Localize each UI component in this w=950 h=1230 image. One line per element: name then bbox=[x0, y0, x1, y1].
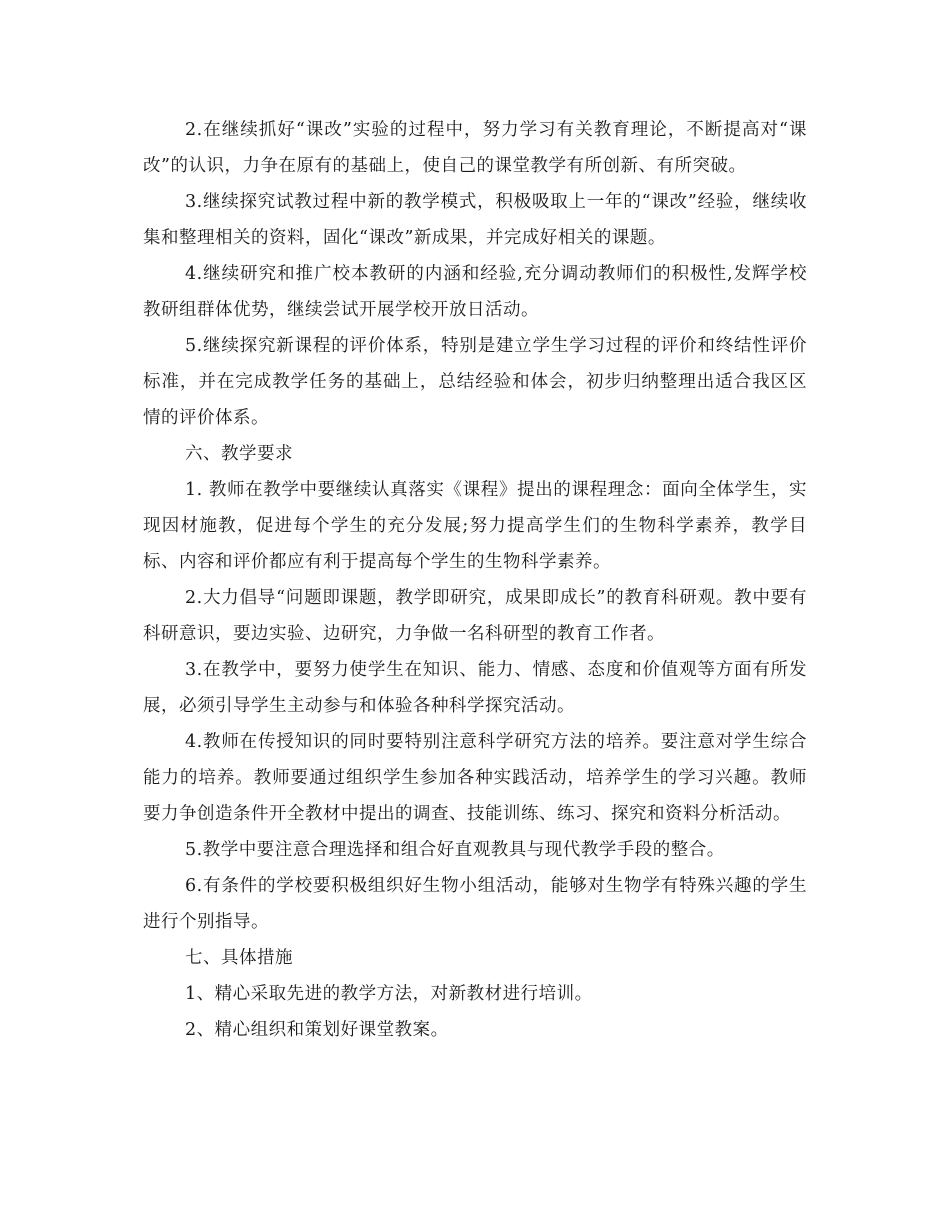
requirement-item-3: 3.在教学中，要努力使学生在知识、能力、情感、态度和价值观等方面有所发展，必须引导学生主动参与和体验各种科学探究活动。 bbox=[143, 660, 807, 716]
requirement-item-4: 4.教师在传授知识的同时要特别注意科学研究方法的培养。要注意对学生综合能力的培养。教师要通过组织学生参加各种实践活动，培养学生的学习兴趣。教师要力争创造条件开全教材中提出的调查、技能训练、练习、探究和资料分析活动。 bbox=[143, 732, 807, 824]
paragraph-item-2: 2.在继续抓好“课改”实验的过程中，努力学习有关教育理论，不断提高对“课改”的认识，力争在原有的基础上，使自己的课堂教学有所创新、有所突破。 bbox=[143, 120, 807, 176]
requirement-item-2: 2.大力倡导“问题即课题，教学即研究，成果即成长”的教育科研观。教中要有科研意识，要边实验、边研究，力争做一名科研型的教育工作者。 bbox=[143, 588, 807, 644]
requirement-item-1: 1. 教师在教学中要继续认真落实《课程》提出的课程理念：面向全体学生，实现因材施教，促进每个学生的充分发展;努力提高学生们的生物科学素养，教学目标、内容和评价都应有利于提高每个学生的生物科学素养。 bbox=[143, 480, 807, 572]
paragraph-item-5: 5.继续探究新课程的评价体系，特别是建立学生学习过程的评价和终结性评价标准，并在完成教学任务的基础上，总结经验和体会，初步归纳整理出适合我区区情的评价体系。 bbox=[143, 336, 807, 428]
section-heading-specific-measures: 七、具体措施 bbox=[185, 948, 293, 968]
paragraph-item-4: 4.继续研究和推广校本教研的内涵和经验,充分调动教师们的积极性,发辉学校教研组群体优势，继续尝试开展学校开放日活动。 bbox=[143, 264, 807, 320]
measure-item-1: 1、精心采取先进的教学方法，对新教材进行培训。 bbox=[185, 984, 593, 1004]
document-body bbox=[143, 112, 807, 1048]
paragraph-item-3: 3.继续探究试教过程中新的教学模式，积极吸取上一年的“课改”经验，继续收集和整理相关的资料，固化“课改”新成果，并完成好相关的课题。 bbox=[143, 192, 807, 248]
requirement-item-5: 5.教学中要注意合理选择和组合好直观教具与现代教学手段的整合。 bbox=[185, 840, 725, 860]
requirement-item-6: 6.有条件的学校要积极组织好生物小组活动，能够对生物学有特殊兴趣的学生进行个别指导。 bbox=[143, 876, 807, 932]
measure-item-2: 2、精心组织和策划好课堂教案。 bbox=[185, 1020, 449, 1040]
section-heading-teaching-requirements: 六、教学要求 bbox=[185, 444, 293, 464]
